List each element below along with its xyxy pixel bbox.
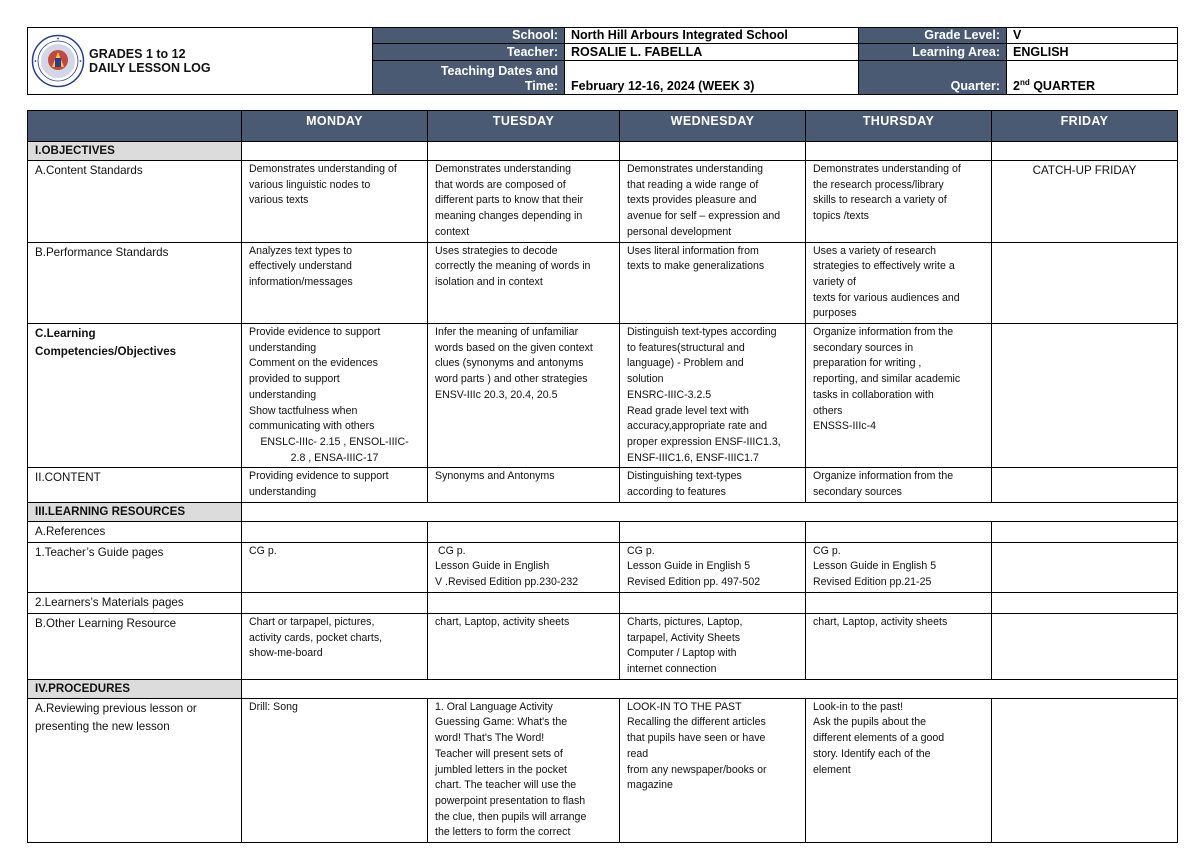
- cell-tuesday: 1. Oral Language Activity Guessing Game: What's the word! That's The Word! Teacher will present sets of jumbled letters in the pocket chart. The teacher will use the powerpoint presentation to flash the clue, then pupils will arrange the letters to form the correct: [428, 698, 620, 842]
- table-row: [28, 324, 1178, 468]
- log-title-line2: DAILY LESSON LOG: [89, 61, 211, 75]
- cell-thursday: CG p. Lesson Guide in English 5 Revised Edition pp.21-25: [806, 542, 992, 592]
- cell-monday: Drill: Song: [242, 698, 428, 842]
- cell-tuesday: Demonstrates understanding that words are composed of different parts to know that their meaning changes depending in context: [428, 161, 620, 243]
- cell-friday: [992, 542, 1178, 592]
- section-objectives: I.OBJECTIVES: [28, 142, 242, 161]
- row-label-other-resources: B.Other Learning Resource: [28, 613, 242, 679]
- lesson-log-table: [27, 110, 1178, 843]
- table-row: [28, 468, 1178, 502]
- cell-monday: CG p.: [242, 542, 428, 592]
- cell-thursday: Uses a variety of research strategies to effectively write a variety of texts for various audiences and purposes: [806, 242, 992, 324]
- cell-tuesday: chart, Laptop, activity sheets: [428, 613, 620, 679]
- cell-monday: Demonstrates understanding of various linguistic nodes to various texts: [242, 161, 428, 243]
- cell-friday: [992, 468, 1178, 502]
- cell-friday: [992, 613, 1178, 679]
- row-label-learning-competencies: [28, 324, 242, 468]
- table-row: [28, 142, 1178, 161]
- cell-tuesday: Synonyms and Antonyms: [428, 468, 620, 502]
- cell-thursday: Look-in to the past! Ask the pupils about the different elements of a good story. Identify each of the element: [806, 698, 992, 842]
- cell-monday: Analyzes text types to effectively understand information/messages: [242, 242, 428, 324]
- cell-monday: Providing evidence to support understanding: [242, 468, 428, 502]
- deped-seal-logo: [31, 34, 85, 88]
- cell-monday: Provide evidence to support understanding Comment on the evidences provided to support understanding Show tactfulness when communicating with others ENSLC-IIIc- 2.15 , ENSOL-IIIC- 2.8 , ENSA-IIIC-17: [242, 324, 428, 468]
- learning-area-label: Learning Area:: [859, 44, 1007, 61]
- cell-wednesday: Charts, pictures, Laptop, tarpapel, Activity Sheets Computer / Laptop with internet connection: [620, 613, 806, 679]
- catch-up-friday-label: CATCH-UP FRIDAY: [1032, 164, 1137, 177]
- table-row: [28, 521, 1178, 542]
- teaching-dates-value: February 12-16, 2024 (WEEK 3): [565, 61, 859, 95]
- row-label-content: II.CONTENT: [28, 468, 242, 502]
- row-label-line2: Competencies/Objectives: [35, 345, 177, 359]
- table-row: [28, 502, 1178, 521]
- cell-tuesday: Infer the meaning of unfamiliar words based on the given context clues (synonyms and antonyms word parts ) and other strategies ENSV-IIIc 20.3, 20.4, 20.5: [428, 324, 620, 468]
- row-label-learners-materials: 2.Learners’s Materials pages: [28, 592, 242, 613]
- row-label-teachers-guide: 1.Teacher’s Guide pages: [28, 542, 242, 592]
- cell-wednesday: Uses literal information from texts to make generalizations: [620, 242, 806, 324]
- section-procedures: IV.PROCEDURES: [28, 679, 242, 698]
- cell-wednesday: LOOK-IN TO THE PAST Recalling the different articles that pupils have seen or have read from any newspaper/books or magazine: [620, 698, 806, 842]
- log-title-line1: GRADES 1 to 12: [89, 47, 186, 61]
- header-table: [27, 27, 1178, 95]
- quarter-suffix: nd: [1019, 77, 1030, 87]
- section-learning-resources: III.LEARNING RESOURCES: [28, 502, 242, 521]
- cell-friday: [992, 161, 1178, 243]
- row-label-line1: C.Learning: [35, 327, 96, 341]
- table-row: [28, 679, 1178, 698]
- cell-wednesday: Distinguish text-types according to features(structural and language) - Problem and solution ENSRC-IIIC-3.2.5 Read grade level text with accuracy,appropriate rate and proper expression ENSF-IIIC1.3, ENSF-IIIC1.6, ENSF-IIIC1.7: [620, 324, 806, 468]
- teacher-value: ROSALIE L. FABELLA: [565, 44, 859, 61]
- day-header-tuesday: TUESDAY: [428, 111, 620, 142]
- cell-friday: [992, 242, 1178, 324]
- cell-thursday: Organize information from the secondary sources in preparation for writing , reporting, and similar academic tasks in collaboration with others ENSSS-IIIc-4: [806, 324, 992, 468]
- table-row: [28, 542, 1178, 592]
- row-label-performance-standards: B.Performance Standards: [28, 242, 242, 324]
- day-header-wednesday: WEDNESDAY: [620, 111, 806, 142]
- day-header-friday: FRIDAY: [992, 111, 1178, 142]
- day-header-thursday: THURSDAY: [806, 111, 992, 142]
- teaching-dates-label-line1: Teaching Dates and: [440, 64, 558, 78]
- cell-monday: Chart or tarpapel, pictures, activity cards, pocket charts, show-me-board: [242, 613, 428, 679]
- cell-wednesday: Demonstrates understanding that reading a wide range of texts provides pleasure and avenue for self – expression and personal development: [620, 161, 806, 243]
- row-label-content-standards: A.Content Standards: [28, 161, 242, 243]
- cell-wednesday: Distinguishing text-types according to features: [620, 468, 806, 502]
- table-row: [28, 242, 1178, 324]
- row-label-reviewing: A.Reviewing previous lesson or presenting the new lesson: [28, 698, 242, 842]
- grade-level-label: Grade Level:: [859, 28, 1007, 44]
- logo-title-cell: [28, 28, 373, 95]
- row-label-references: A.References: [28, 521, 242, 542]
- corner-header: [28, 111, 242, 142]
- quarter-value: [1007, 61, 1178, 95]
- table-row: [28, 161, 1178, 243]
- quarter-label: Quarter:: [859, 61, 1007, 95]
- teaching-dates-label: [373, 61, 565, 95]
- competency-codes: ENSLC-IIIc- 2.15 , ENSOL-IIIC- 2.8 , ENSA-IIIC-17: [260, 435, 409, 464]
- cell-tuesday: CG p. Lesson Guide in English V .Revised Edition pp.230-232: [428, 542, 620, 592]
- cell-wednesday: CG p. Lesson Guide in English 5 Revised Edition pp. 497-502: [620, 542, 806, 592]
- teaching-dates-label-line2: Time:: [524, 79, 558, 93]
- cell-thursday: chart, Laptop, activity sheets: [806, 613, 992, 679]
- teacher-label: Teacher:: [373, 44, 565, 61]
- cell-friday: [992, 698, 1178, 842]
- learning-area-value: ENGLISH: [1007, 44, 1178, 61]
- cell-thursday: Demonstrates understanding of the research process/library skills to research a variety of topics /texts: [806, 161, 992, 243]
- school-label: School:: [373, 28, 565, 44]
- quarter-number: 2: [1013, 79, 1020, 93]
- quarter-word: QUARTER: [1029, 79, 1096, 93]
- school-value: North Hill Arbours Integrated School: [565, 28, 859, 44]
- cell-friday: [992, 324, 1178, 468]
- day-header-monday: MONDAY: [242, 111, 428, 142]
- table-row: [28, 698, 1178, 842]
- cell-tuesday: Uses strategies to decode correctly the meaning of words in isolation and in context: [428, 242, 620, 324]
- table-row: [28, 592, 1178, 613]
- grade-level-value: V: [1007, 28, 1178, 44]
- cell-thursday: Organize information from the secondary sources: [806, 468, 992, 502]
- table-row: [28, 613, 1178, 679]
